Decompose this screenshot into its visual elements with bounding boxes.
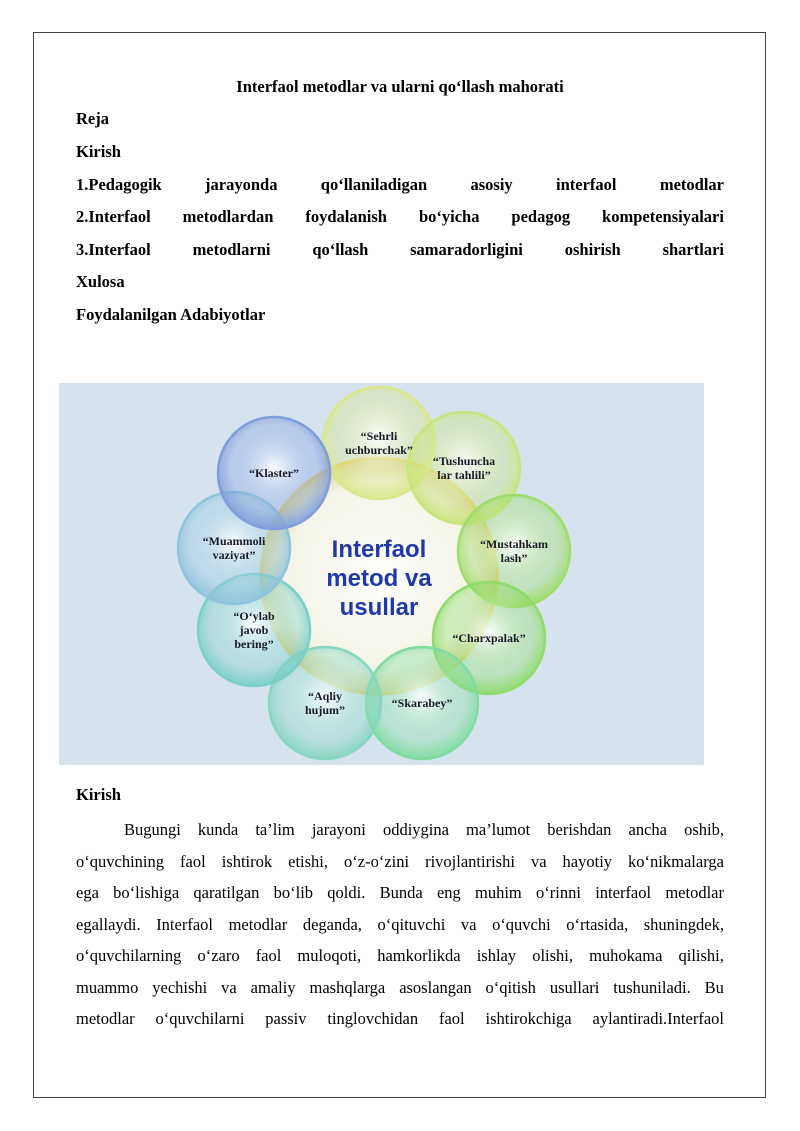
plan-item-intro: Kirish <box>76 142 121 161</box>
bubble-label: “Sehrli <box>360 429 398 443</box>
bubble-label: vaziyat” <box>212 548 256 562</box>
bubble-label: hujum” <box>304 703 346 717</box>
intro-line: o‘quvchining faol ishtirok etishi, o‘z-o‘zini rivojlantirishi va hayotiy ko‘nikmalarga <box>76 851 724 871</box>
plan-heading: Reja <box>76 109 109 128</box>
bubble-label: “O‘ylab <box>233 609 275 623</box>
bubble-label: “Tushuncha <box>432 454 496 468</box>
bubble-label: “Mustahkam <box>479 537 549 551</box>
intro-line: muammo yechishi va amaliy mashqlarga asoslangan o‘qitish usullari tushuniladi. Bu <box>76 977 724 997</box>
intro-paragraph <box>76 814 724 1035</box>
diagram-svg <box>59 383 704 765</box>
bubble-label: “Charxpalak” <box>452 631 526 645</box>
bubble-label: “Skarabey” <box>391 696 453 710</box>
interactive-methods-diagram <box>59 383 704 765</box>
intro-line: ega bo‘lishiga qaratilgan bo‘lib qoldi. Bunda eng muhim o‘rinni interfaol metodlar <box>76 883 724 902</box>
bubble-label: “Klaster” <box>249 466 299 480</box>
plan-item-1: 1.Pedagogik jarayonda qo‘llaniladigan asosiy interfaol metodlar <box>76 175 724 194</box>
bubble-label: lash” <box>500 551 528 565</box>
intro-line: Bugungi kunda ta’lim jarayoni oddiygina ma’lumot berishdan ancha oshib, <box>124 820 724 839</box>
bubble-label: uchburchak” <box>345 443 413 457</box>
plan-item-2: 2.Interfaol metodlardan foydalanish bo‘yicha pedagog kompetensiyalari <box>76 207 724 226</box>
document-title: Interfaol metodlar va ularni qo‘llash mahorati <box>236 77 564 96</box>
bubble-label: “Muammoli <box>202 534 266 548</box>
intro-line: egallaydi. Interfaol metodlar deganda, o‘qituvchi va o‘quvchi o‘rtasida, shuningdek, <box>76 914 724 934</box>
plan-item-references: Foydalanilgan Adabiyotlar <box>76 305 266 324</box>
bubble-label: javob <box>239 623 269 637</box>
bubble-label: bering” <box>234 637 274 651</box>
intro-line: metodlar o‘quvchilarni passiv tinglovchidan faol ishtirokchiga aylantiradi.Interfaol <box>76 1009 724 1028</box>
center-label: usullar <box>339 594 419 621</box>
bubble-label: “Aqliy <box>307 689 343 703</box>
center-label: metod va <box>326 565 432 592</box>
intro-line: o‘quvchilarning o‘zaro faol muloqoti, hamkorlikda ishlay olishi, muhokama qilishi, <box>76 946 724 965</box>
center-label: Interfaol <box>331 536 427 563</box>
plan-item-3: 3.Interfaol metodlarni qo‘llash samaradorligini oshirish shartlari <box>76 240 724 259</box>
plan-item-conclusion: Xulosa <box>76 272 125 291</box>
intro-heading: Kirish <box>76 785 121 804</box>
bubble-label: lar tahlili” <box>437 468 491 482</box>
